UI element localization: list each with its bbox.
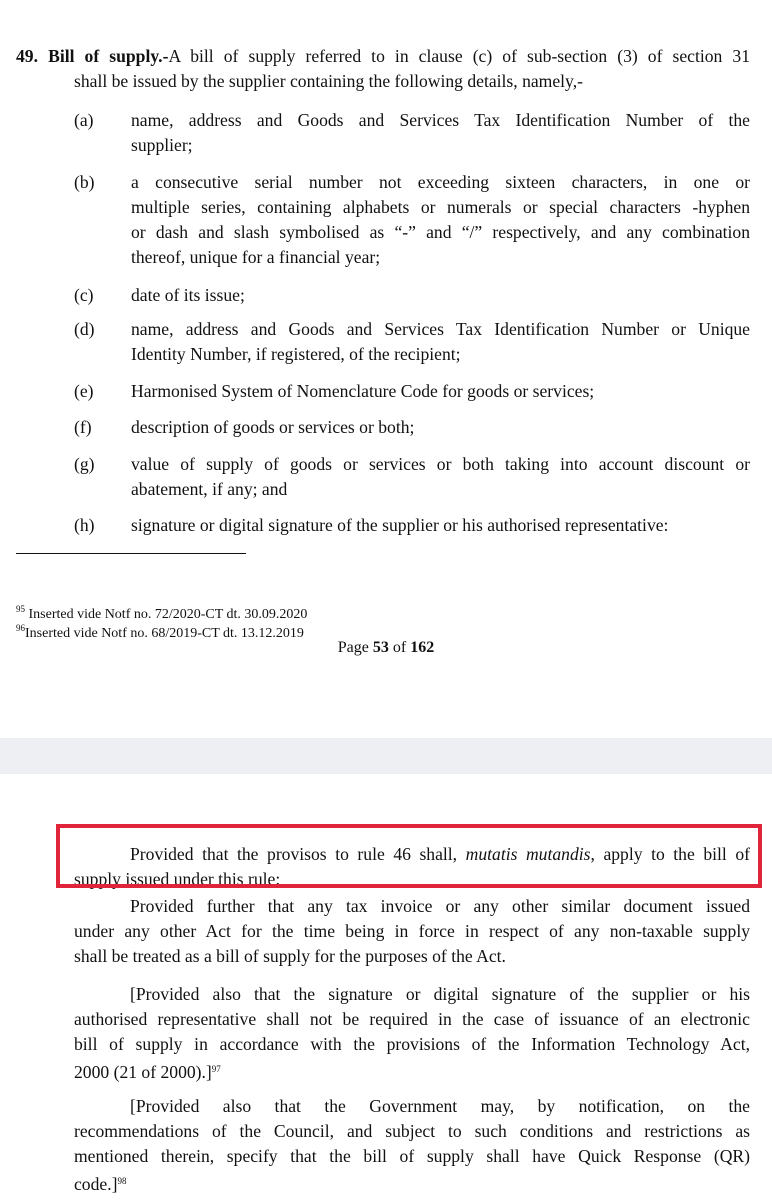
proviso4-line: recommendations of the Council, and subject to such conditions and restrictions as xyxy=(74,1121,750,1141)
item-b-line: or dash and slash symbolised as “-” and “/” respectively, and any combination xyxy=(131,222,750,242)
rule-intro-line1: A bill of supply referred to in clause (c) of sub-section (3) of section 31 xyxy=(168,46,750,66)
item-text-h xyxy=(131,513,750,538)
item-label-c: (c) xyxy=(74,285,94,305)
item-label-d: (d) xyxy=(74,319,95,339)
footnote-text: Inserted vide Notf no. 72/2020-CT dt. 30.09.2020 xyxy=(25,607,308,622)
proviso3-text: 2000 (21 of 2000).] xyxy=(74,1062,212,1082)
item-text-d xyxy=(131,317,750,367)
footnote-mark: 96 xyxy=(16,623,25,633)
item-b-line: thereof, unique for a financial year; xyxy=(131,247,381,267)
item-text-b xyxy=(131,170,750,270)
proviso4-text: code.] xyxy=(74,1174,118,1194)
proviso1-line2: supply issued under this rule: xyxy=(74,869,281,889)
footnote-ref-98: 98 xyxy=(117,1176,127,1186)
highlight-box xyxy=(56,824,762,888)
proviso1-text-b: , apply to the bill of xyxy=(590,844,750,864)
item-g-line: value of supply of goods or services or both taking into account discount or xyxy=(131,454,750,474)
proviso3-line: authorised representative shall not be required in the case of issuance of an electronic xyxy=(74,1009,750,1029)
item-e-line: Harmonised System of Nomenclature Code for goods or services; xyxy=(131,381,595,401)
rule-number: 49. xyxy=(16,46,38,66)
item-text-e xyxy=(131,379,750,404)
item-h-line: signature or digital signature of the supplier or his authorised representative: xyxy=(131,515,669,535)
item-b-line: a consecutive serial number not exceeding sixteen characters, in one or xyxy=(131,172,750,192)
page-total: 162 xyxy=(410,639,435,656)
proviso1-italic: mutatis mutandis xyxy=(465,844,591,864)
item-text-c xyxy=(131,283,750,308)
footnote-mark: 95 xyxy=(16,604,25,614)
item-c-line: date of its issue; xyxy=(131,285,245,305)
item-label-h: (h) xyxy=(74,515,95,535)
item-label-b: (b) xyxy=(74,172,95,192)
page-gap xyxy=(0,738,772,774)
item-f-line: description of goods or services or both; xyxy=(131,417,415,437)
proviso3-line: bill of supply in accordance with the provisions of the Information Technology Act, xyxy=(74,1034,750,1054)
item-d-line: Identity Number, if registered, of the recipient; xyxy=(131,344,461,364)
proviso2-line: shall be treated as a bill of supply for the purposes of the Act. xyxy=(74,946,506,966)
item-a-line: supplier; xyxy=(131,135,193,155)
item-label-e: (e) xyxy=(74,381,94,401)
item-text-g xyxy=(131,452,750,502)
proviso4-line-last xyxy=(74,1169,750,1197)
proviso3-line-last xyxy=(74,1057,750,1085)
item-g-line: abatement, if any; and xyxy=(131,479,288,499)
item-b-line: multiple series, containing alphabets or numerals or special characters -hyphen xyxy=(131,197,750,217)
footnote-separator xyxy=(16,553,246,554)
item-a-line: name, address and Goods and Services Tax Identification Number of the xyxy=(131,110,750,130)
page-number xyxy=(0,637,772,659)
item-label-g: (g) xyxy=(74,454,95,474)
footnote-ref-97: 97 xyxy=(211,1064,221,1074)
page-of: of xyxy=(388,639,411,656)
proviso4-line: mentioned therein, specify that the bill of supply shall have Quick Response (QR) xyxy=(74,1146,750,1166)
rule-intro-line2: shall be issued by the supplier containing the following details, namely,- xyxy=(74,71,583,91)
page-prefix: Page xyxy=(337,639,373,656)
proviso2-line: under any other Act for the time being in force in respect of any non-taxable supply xyxy=(74,921,750,941)
item-text-f xyxy=(131,415,750,440)
proviso3-line: [Provided also that the signature or digital signature of the supplier or his xyxy=(130,984,750,1004)
footnote-text: Inserted vide Notf no. 68/2019-CT dt. 13.12.2019 xyxy=(25,626,304,641)
item-label-f: (f) xyxy=(74,417,92,437)
rule-49-title-line xyxy=(16,44,750,69)
proviso4-line: [Provided also that the Government may, by notification, on the xyxy=(130,1096,750,1116)
item-text-a xyxy=(131,108,750,158)
proviso2-line: Provided further that any tax invoice or any other similar document issued xyxy=(130,896,750,916)
item-label-a: (a) xyxy=(74,110,94,130)
rule-heading: Bill of supply.- xyxy=(48,46,169,66)
page-current: 53 xyxy=(372,639,389,656)
item-d-line: name, address and Goods and Services Tax Identification Number or Unique xyxy=(131,319,750,339)
proviso1-text-a: Provided that the provisos to rule 46 shall, xyxy=(130,844,466,864)
